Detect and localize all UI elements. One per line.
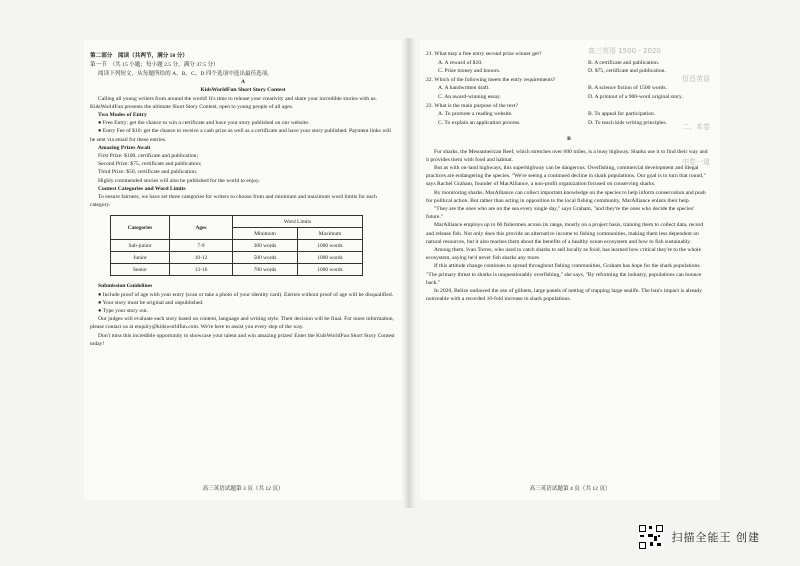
passage-b-paragraph: By monitoring sharks, MarAlliance can collect important knowledge on the species to help inform conservation and push for political action. But rather than acting in opposition to the local fishing community, MarAlliance enlists their help. (426, 189, 706, 204)
row-ages: 13-16 (170, 264, 233, 276)
row-max: 1000 words (298, 252, 363, 264)
table-row (111, 264, 363, 276)
faint-side-bleed-3: 中卷一道 (682, 158, 710, 166)
col-word-limits: Word Limits (233, 216, 363, 228)
categories-heading: Contest Categories and Word Limits (98, 185, 186, 192)
col-maximum: Maximum (298, 228, 363, 240)
col-ages: Ages (170, 216, 233, 240)
passage-b-paragraph: MarAlliance employs up to 60 fishermen across its range, mostly on a project basis, training them to collect data, record and release fish. Not only does this provide an alternative income to fishing communities, making them less dependent on natural resources, but it also teaches them about the benefits of a healthy ocean ecosystem and how to fish sustainably. (426, 222, 704, 245)
faint-header-bleed: 高三英语 1500 - 2020 (588, 47, 661, 55)
option-b: B. To appeal for participation. (588, 111, 656, 118)
question-22 (426, 76, 712, 102)
qr-code-icon (638, 524, 664, 550)
passage-b-paragraph: But as with on-land highways, this superhighway can be dangerous. Overfishing, commercial development and illegal practices are endangering the species. "We're seeing a continued decline in shark populations. Our goal is to turn that round," says Rachel Graham, founder of MarAlliance, a non-profit organization focused on conserving sharks. (426, 164, 706, 188)
faint-side-bleed-1: 恒昌英语 (682, 75, 710, 83)
page-fold (403, 38, 415, 508)
instructions: 阅读下列短文，从每题所给的 A、B、C、D 四个选项中选出最佳选项。 (98, 71, 273, 77)
passage-title: KidsWorldFun Short Story Contest (200, 87, 286, 94)
table-row (111, 252, 363, 264)
passage-letter-b: B (567, 136, 571, 143)
option-d: D. $75, certificate and publication. (588, 68, 666, 75)
question-21 (426, 50, 712, 76)
intro-paragraph: Calling all young writers from around the world! It's time to release your creativity and share your incredible stories with us. KidsWorldFun presents the ultimate Short Story Contest, open to young people of all ages. (90, 95, 377, 110)
option-c: C. An award-winning essay. (438, 93, 501, 100)
option-a: A. To promote a reading website. (438, 111, 513, 118)
row-min: 300 words (233, 240, 298, 252)
row-ages: 7-9 (170, 240, 233, 252)
word-limits-table (110, 215, 363, 276)
row-category: Junior (111, 252, 170, 264)
right-page-footer: 高三英语试题第 4 页（共 12 页） (529, 486, 611, 492)
table-row (111, 240, 363, 252)
row-max: 1000 words (298, 264, 363, 276)
left-page-footer: 高三英语试题第 3 页（共 12 页） (202, 486, 284, 492)
row-min: 700 words (233, 264, 298, 276)
row-max: 1000 words (298, 240, 363, 252)
prize-third: Third Prize: $50, certificate and publication. (98, 169, 198, 176)
option-d: D. To teach kids writing principles. (588, 119, 667, 126)
passage-b-paragraph: "They are the ones who are on the sea every single day," says Graham, "and they're the ones who decide the species' future." (426, 205, 694, 221)
categories-intro: To ensure fairness, we have set three categories for writers to choose from and minimum and maximum word limits for each category. (90, 194, 377, 209)
mode-free-entry: ● Free Entry: get the chance to win a certificate and have your story published on our website. (98, 120, 310, 127)
question-stem: 21. What may a free entry second prize winner get? (426, 51, 542, 57)
prize-first: First Prize: $100, certificate and publication; (98, 153, 199, 160)
prizes-heading: Amazing Prizes Await (98, 144, 151, 151)
closing-paragraph: Don't miss this incredible opportunity to showcase your talent and win amazing prizes! Enter the KidsWorldFun Short Story Contest today! (90, 332, 395, 347)
col-minimum: Minimum (233, 228, 298, 240)
passage-b-paragraph: If this attitude change continues to spread throughout fishing communities, Graham has hope for the shark populations. "The primary threat to sharks is unquestionably overfishing," she says, "By reforming the industry, populations can bounce back." (426, 263, 702, 286)
option-a: A. A reward of $10. (438, 59, 483, 66)
guidelines-heading: Submission Guidelines (98, 283, 153, 290)
question-23 (426, 102, 712, 128)
row-category: Sub-junior (111, 240, 170, 252)
scanner-label: 扫描全能王 创建 (671, 531, 760, 544)
prize-second: Second Prize: $75, certificate and publication; (98, 161, 202, 168)
guideline-original: ● Your story must be original and unpublished. (98, 299, 204, 306)
guideline-typed: ● Type your story out. (98, 308, 148, 315)
question-stem: 22. Which of the following meets the entry requirements? (426, 76, 556, 83)
passage-b-paragraph: Among them, Ivan Torres, who used to catch sharks to sell locally as food, has learned how critical they're to the whole ecosystem, saying he'd never fish sharks any more. (426, 246, 702, 262)
option-b: B. A certificate and publication. (588, 59, 660, 66)
row-min: 500 words (233, 252, 298, 264)
passage-b-paragraph: In 2020, Belize outlawed the use of gillnets, large panels of netting of trapping large sealife. The ban's impact is already noticeable with a recorded 10-fold increase in shark populations. (426, 288, 703, 303)
col-categories: Categories (111, 216, 170, 240)
option-a: A. A handwritten draft. (438, 85, 490, 92)
option-c: C. Prize money and honors. (438, 68, 501, 75)
passage-b-paragraph: For sharks, the Mesoamerican Reef, which stretches over 600 miles, is a busy highway. Sharks use it to find their way and it provides them with food and habitat. (426, 148, 708, 163)
option-d: D. A printout of a 900-word original story. (588, 93, 683, 100)
mode-entry-fee: ● Entry Fee of $10: get the chance to receive a cash prize as well as a certificate and have your story published. Payment links will be sent via email for these entries. (90, 128, 391, 143)
left-page (84, 40, 402, 500)
row-category: Senior (111, 264, 170, 276)
scanner-watermark (638, 524, 761, 550)
guideline-proof-of-age: ● Include proof of age with your entry (scan or take a photo of your identity card). Entries without proof of age will be disqualified. (98, 291, 394, 298)
part-header: 第二部分 阅读（共两节，满分 50 分） (90, 53, 188, 59)
faint-side-bleed-2: 二、本卷 (682, 123, 710, 131)
right-page (420, 40, 720, 500)
option-c: C. To explain an application process. (438, 119, 521, 126)
question-stem: 23. What is the main purpose of the text? (426, 102, 519, 109)
option-b: B. A science fiction of 1500 words. (588, 85, 667, 92)
passage-letter-a: A (240, 79, 246, 86)
judging-paragraph: Our judges will evaluate each story based on content, language and writing style. Their decision will be final. For more information, please contact us at enquiry@kidsworldfun.com. We're here to assist you every step of the way. (90, 316, 394, 331)
modes-heading: Two Modes of Entry (98, 112, 147, 119)
section-header: 第一节 （共 15 小题；每小题 2.5 分，满分 37.5 分） (90, 62, 219, 68)
prize-commended: Highly commended stories will also be published for the world to enjoy. (98, 177, 260, 184)
row-ages: 10-12 (170, 252, 233, 264)
